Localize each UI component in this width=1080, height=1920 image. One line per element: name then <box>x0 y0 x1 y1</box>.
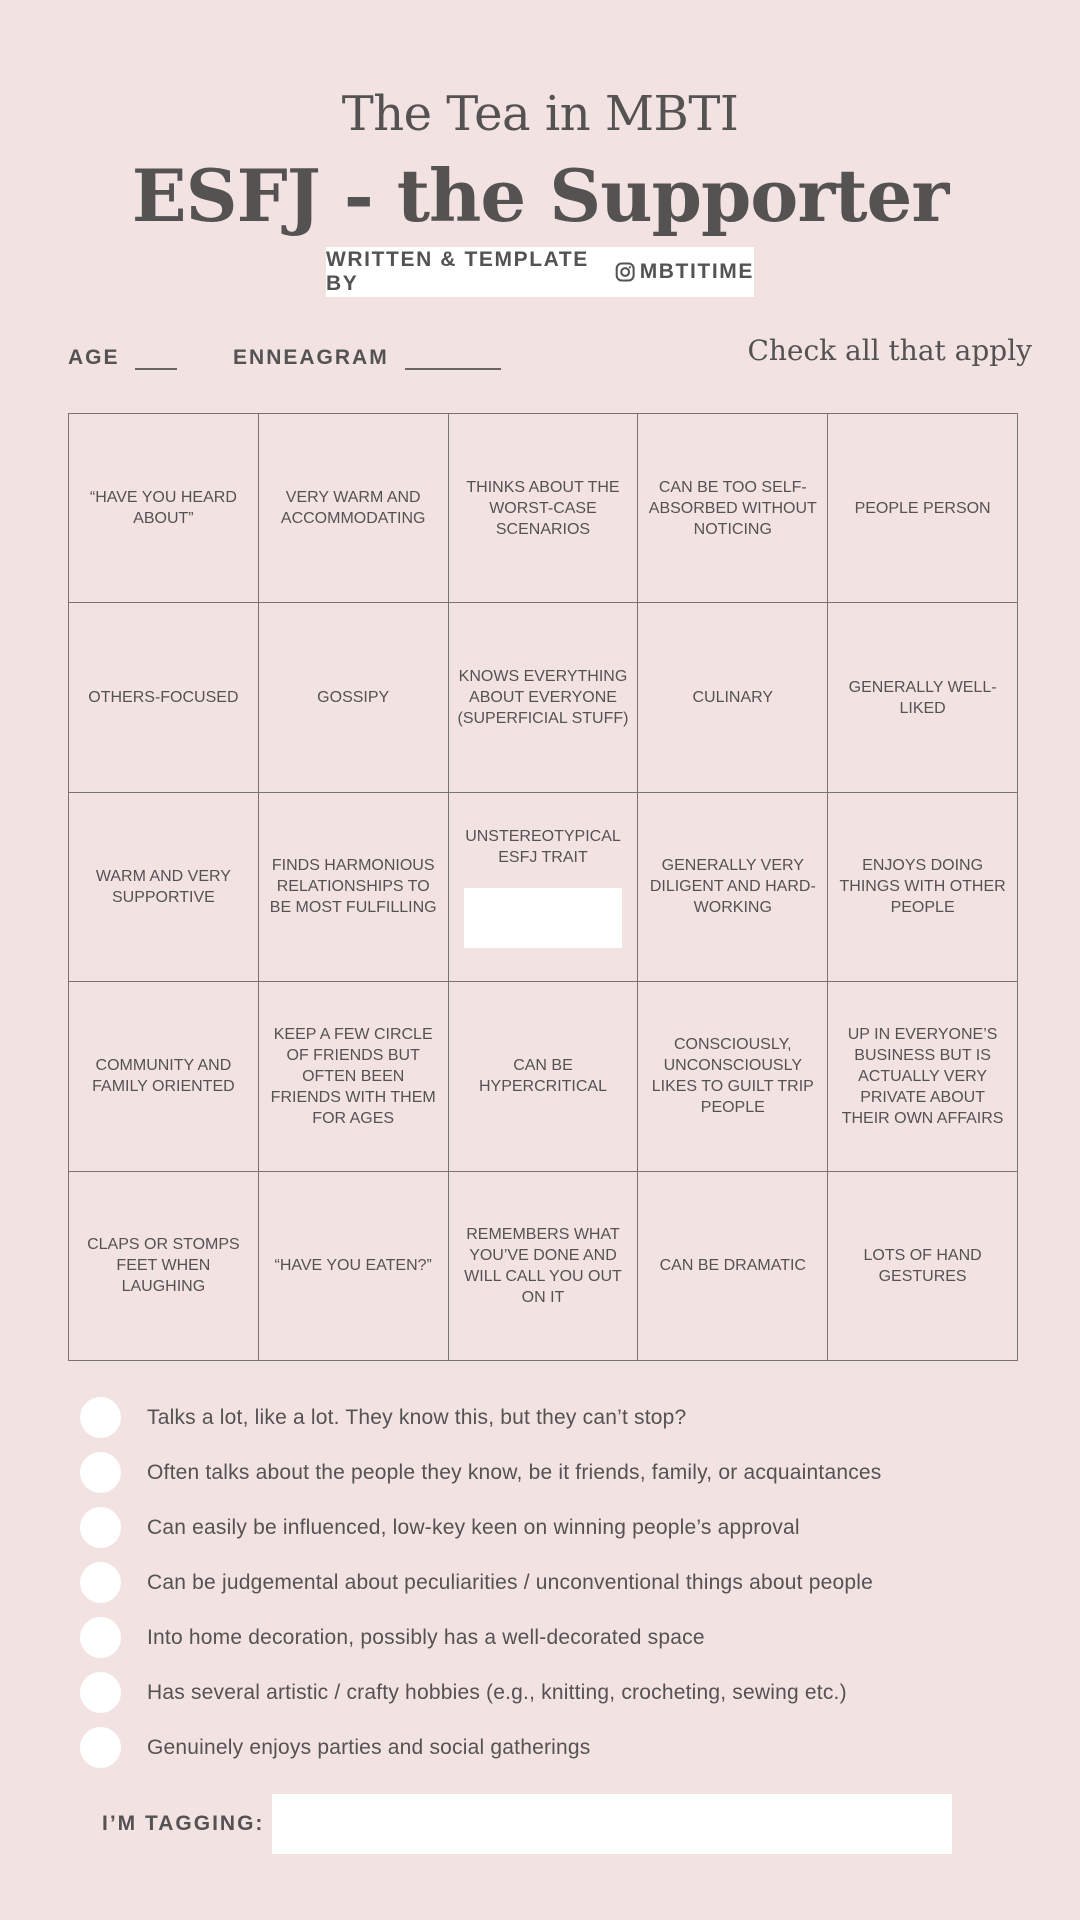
grid-cell-label: REMEMBERS WHAT YOU’VE DONE AND WILL CALL YOU OUT ON IT <box>464 1225 622 1306</box>
checklist-item <box>80 1720 1020 1775</box>
credit-prefix: WRITTEN & TEMPLATE BY <box>326 248 589 295</box>
grid-cell-label: “HAVE YOU HEARD ABOUT” <box>89 489 237 528</box>
grid-cell-label: ENJOYS DOING THINGS WITH OTHER PEOPLE <box>839 857 1006 917</box>
grid-cell-label: VERY WARM AND ACCOMMODATING <box>280 489 426 528</box>
checklist-item <box>80 1390 1020 1445</box>
age-field[interactable] <box>135 348 177 370</box>
grid-cell-label: LOTS OF HAND GESTURES <box>863 1246 982 1285</box>
grid-cell[interactable] <box>638 1172 828 1361</box>
enneagram-field[interactable] <box>405 348 501 370</box>
bingo-grid <box>68 413 1018 1361</box>
checklist-text: Often talks about the people they know, be it friends, family, or acquaintances <box>147 1460 882 1484</box>
grid-cell[interactable] <box>259 414 449 603</box>
grid-cell-label: THINKS ABOUT THE WORST-CASE SCENARIOS <box>466 478 620 538</box>
grid-cell-label: GOSSIPY <box>317 689 390 707</box>
checklist-item <box>80 1445 1020 1500</box>
grid-cell[interactable] <box>69 982 259 1171</box>
check-circle[interactable] <box>80 1452 121 1493</box>
grid-cell-label: “HAVE YOU EATEN?” <box>274 1257 432 1275</box>
page-title: ESFJ - the Supporter <box>131 153 949 238</box>
grid-cell-label: PEOPLE PERSON <box>854 499 991 517</box>
grid-cell[interactable] <box>259 603 449 792</box>
check-all-note: Check all that apply <box>747 334 1032 367</box>
grid-cell[interactable] <box>69 603 259 792</box>
grid-cell-label: KNOWS EVERYTHING ABOUT EVERYONE (SUPERFICIAL STUFF) <box>457 668 629 728</box>
grid-cell-label: CULINARY <box>692 689 774 707</box>
check-circle[interactable] <box>80 1672 121 1713</box>
grid-cell[interactable] <box>828 603 1018 792</box>
grid-cell-label: UP IN EVERYONE’S BUSINESS BUT IS ACTUALLY VERY PRIVATE ABOUT THEIR OWN AFFAIRS <box>841 1025 1004 1127</box>
grid-cell-label: CONSCIOUSLY, UNCONSCIOUSLY LIKES TO GUILT TRIP PEOPLE <box>651 1036 814 1117</box>
grid-cell[interactable] <box>828 1172 1018 1361</box>
check-circle[interactable] <box>80 1727 121 1768</box>
grid-cell-label: UNSTEREOTYPICAL ESFJ TRAIT <box>465 827 621 866</box>
header <box>0 80 1080 244</box>
checklist-text: Genuinely enjoys parties and social gatherings <box>147 1735 591 1759</box>
meta-fields <box>68 346 501 370</box>
grid-cell-label: WARM AND VERY SUPPORTIVE <box>95 867 231 906</box>
grid-cell[interactable] <box>449 414 639 603</box>
grid-cell[interactable] <box>449 603 639 792</box>
checklist-item <box>80 1500 1020 1555</box>
grid-cell-label: KEEP A FEW CIRCLE OF FRIENDS BUT OFTEN BEEN FRIENDS WITH THEM FOR AGES <box>270 1025 436 1127</box>
checklist-text: Talks a lot, like a lot. They know this, but they can’t stop? <box>147 1405 687 1429</box>
grid-cell-label: CAN BE HYPERCRITICAL <box>478 1057 607 1096</box>
checklist-item <box>80 1665 1020 1720</box>
check-circle[interactable] <box>80 1617 121 1658</box>
grid-cell[interactable] <box>259 982 449 1171</box>
credit-badge <box>326 247 754 297</box>
grid-cell[interactable] <box>69 793 259 982</box>
grid-cell[interactable] <box>638 982 828 1171</box>
instagram-icon <box>615 261 635 283</box>
age-label: AGE <box>68 346 120 369</box>
check-circle[interactable] <box>80 1562 121 1603</box>
check-circle[interactable] <box>80 1397 121 1438</box>
enneagram-label: ENNEAGRAM <box>233 346 389 369</box>
grid-cell-label: OTHERS-FOCUSED <box>88 689 239 707</box>
grid-cell[interactable] <box>828 982 1018 1171</box>
grid-cell[interactable] <box>828 414 1018 603</box>
grid-cell-label: GENERALLY WELL-LIKED <box>848 678 997 717</box>
grid-cell[interactable] <box>828 793 1018 982</box>
grid-cell[interactable] <box>259 1172 449 1361</box>
grid-cell[interactable] <box>449 982 639 1171</box>
grid-cell-label: FINDS HARMONIOUS RELATIONSHIPS TO BE MOST FULFILLING <box>269 857 437 917</box>
check-circle[interactable] <box>80 1507 121 1548</box>
custom-trait-field[interactable] <box>464 888 622 948</box>
credit-handle: MBTITIME <box>639 260 754 283</box>
grid-cell-label: CAN BE TOO SELF-ABSORBED WITHOUT NOTICING <box>648 478 817 538</box>
grid-cell[interactable] <box>449 793 639 982</box>
checklist-item <box>80 1555 1020 1610</box>
grid-cell[interactable] <box>69 1172 259 1361</box>
grid-cell-label: CAN BE DRAMATIC <box>659 1257 806 1275</box>
checklist-text: Can be judgemental about peculiarities / unconventional things about people <box>147 1570 874 1594</box>
grid-cell-label: CLAPS OR STOMPS FEET WHEN LAUGHING <box>87 1236 240 1296</box>
checklist-item <box>80 1610 1020 1665</box>
checklist-text: Into home decoration, possibly has a well-decorated space <box>147 1625 705 1649</box>
checklist <box>80 1390 1020 1775</box>
tagging-input[interactable] <box>272 1794 952 1854</box>
checklist-text: Has several artistic / crafty hobbies (e.g., knitting, crocheting, sewing etc.) <box>147 1680 847 1704</box>
tagging-label: I’M TAGGING: <box>102 1812 265 1835</box>
subtitle: The Tea in MBTI <box>341 86 739 142</box>
grid-cell-label: COMMUNITY AND FAMILY ORIENTED <box>92 1057 235 1096</box>
grid-cell[interactable] <box>638 603 828 792</box>
grid-cell[interactable] <box>449 1172 639 1361</box>
checklist-text: Can easily be influenced, low-key keen on winning people’s approval <box>147 1515 800 1539</box>
grid-cell[interactable] <box>638 793 828 982</box>
grid-cell[interactable] <box>259 793 449 982</box>
grid-cell[interactable] <box>638 414 828 603</box>
grid-cell[interactable] <box>69 414 259 603</box>
grid-cell-label: GENERALLY VERY DILIGENT AND HARD-WORKING <box>649 857 816 917</box>
